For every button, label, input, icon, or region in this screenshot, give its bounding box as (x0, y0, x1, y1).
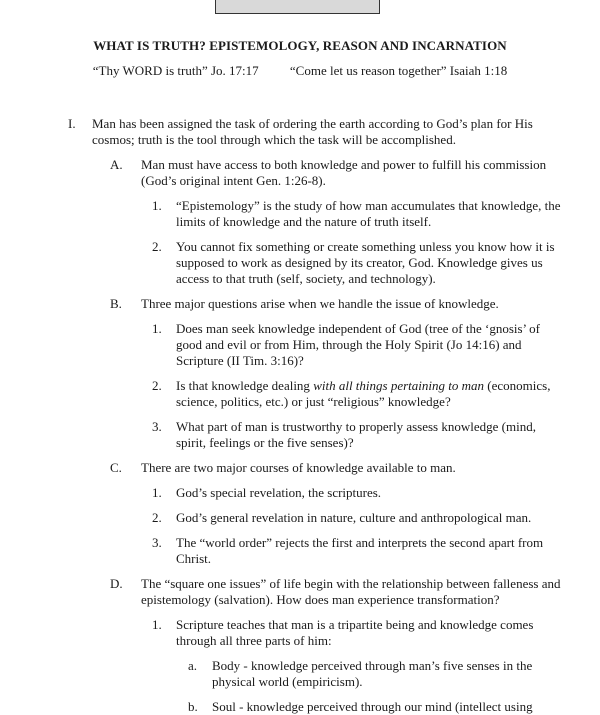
emphasis-text: with all things pertaining to man (313, 378, 485, 393)
outline-line: God’s special revelation, the scriptures. (176, 485, 382, 500)
outline-text (176, 419, 536, 451)
outline-line: Soul - knowledge perceived through our mind (intellect using (212, 699, 533, 714)
outline-line: The “square one issues” of life begin with the relationship between falleness and (141, 576, 561, 591)
outline-marker: 2. (152, 378, 162, 393)
outline-line: Man must have access to both knowledge and power to fulfill his commission (141, 157, 547, 172)
outline-text (176, 321, 541, 369)
outline-marker: 1. (152, 321, 162, 336)
outline-text (176, 510, 532, 526)
outline-marker: C. (110, 460, 122, 475)
outline-text (212, 658, 533, 690)
outline-text (141, 296, 536, 312)
outline-marker: 2. (152, 510, 162, 525)
outline-line: spirit, feelings or the five senses)? (176, 435, 354, 450)
outline-line: Scripture teaches that man is a tripartite being and knowledge comes (176, 617, 534, 632)
outline-line: “Epistemology” is the study of how man accumulates that knowledge, the (176, 198, 561, 213)
epigraph-quotes (0, 63, 600, 79)
outline-line: science, politics, etc.) or just “religious” knowledge? (176, 394, 451, 409)
outline-marker: D. (110, 576, 123, 591)
outline-marker: 1. (152, 485, 162, 500)
outline-line: Is that knowledge dealing with all things pertaining to man (economics, (176, 378, 551, 393)
outline-line: Scripture (II Tim. 3:16)? (176, 353, 304, 368)
outline-text (212, 699, 533, 715)
document-title: WHAT IS TRUTH? EPISTEMOLOGY, REASON AND INCARNATION (93, 38, 507, 53)
outline-text (92, 116, 532, 148)
outline-text (141, 460, 536, 476)
outline-line: cosmos; truth is the tool through which the task will be accomplished. (92, 132, 456, 147)
outline-line: What part of man is trustworthy to properly assess knowledge (mind, (176, 419, 536, 434)
outline-marker: 3. (152, 419, 162, 434)
outline-marker: 3. (152, 535, 162, 550)
outline-line: access to that truth (self, society, and technology). (176, 271, 436, 286)
outline-line: There are two major courses of knowledge available to man. (141, 460, 456, 475)
outline-line: Christ. (176, 551, 212, 566)
outline-line: supposed to work as designed by its creator, God. Knowledge gives us (176, 255, 543, 270)
outline-line: Three major questions arise when we handle the issue of knowledge. (141, 296, 499, 311)
outline-text (176, 617, 532, 649)
outline-marker: A. (110, 157, 123, 172)
outline-text (176, 485, 532, 501)
outline-text (176, 198, 561, 230)
outline-text (176, 239, 555, 287)
header-box (215, 0, 380, 14)
outline-marker: a. (188, 658, 198, 673)
outline-text (141, 576, 561, 608)
outline-text (141, 157, 547, 189)
outline-marker: b. (188, 699, 198, 714)
outline-marker: 1. (152, 198, 162, 213)
outline-line: limits of knowledge and the nature of truth itself. (176, 214, 432, 229)
outline-line: Man has been assigned the task of ordering the earth according to God’s plan for His (92, 116, 533, 131)
outline-line: Body - knowledge perceived through man’s five senses in the (212, 658, 533, 673)
outline-line: The “world order” rejects the first and interprets the second apart from (176, 535, 544, 550)
outline-marker: I. (68, 116, 76, 131)
outline-line: God’s general revelation in nature, culture and anthropological man. (176, 510, 532, 525)
quote-john: “Thy WORD is truth” Jo. 17:17 (92, 63, 259, 78)
outline-line: Does man seek knowledge independent of God (tree of the ‘gnosis’ of (176, 321, 541, 336)
outline-line: You cannot fix something or create something unless you know how it is (176, 239, 555, 254)
outline-line: (God’s original intent Gen. 1:26-8). (141, 173, 326, 188)
outline-marker: B. (110, 296, 122, 311)
outline-line: epistemology (salvation). How does man experience transformation? (141, 592, 500, 607)
outline-line: physical world (empiricism). (212, 674, 363, 689)
quote-isaiah: “Come let us reason together” Isaiah 1:18 (289, 63, 508, 78)
outline-marker: 2. (152, 239, 162, 254)
outline-text (176, 378, 551, 410)
outline-text (176, 535, 544, 567)
outline-line: through all three parts of him: (176, 633, 332, 648)
outline-marker: 1. (152, 617, 162, 632)
outline-line: good and evil or from Him, through the Holy Spirit (Jo 14:16) and (176, 337, 522, 352)
